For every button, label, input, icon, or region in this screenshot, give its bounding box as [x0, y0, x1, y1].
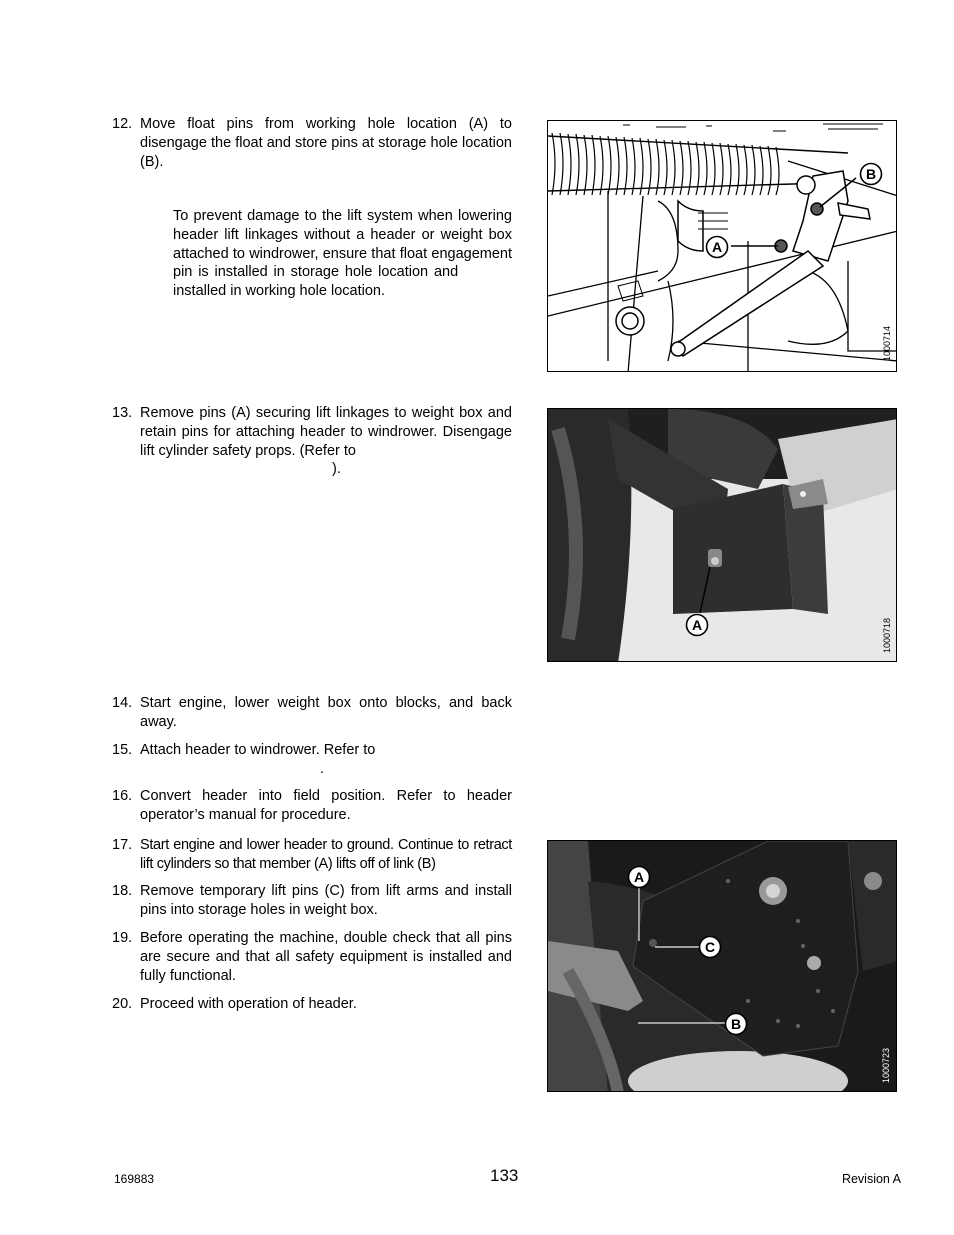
step-19: [112, 929, 512, 985]
callout-b-label: B: [730, 1016, 742, 1032]
callout-c-label: C: [704, 939, 716, 955]
step-text: Move float pins from working hole location (A) to disengage the float and store pins at storage hole location (B).: [140, 116, 512, 170]
figure-lift-linkage: [547, 120, 897, 372]
callout-a-label: A: [691, 617, 703, 633]
step-18: [112, 882, 512, 920]
revision-label: Revision A: [841, 1172, 901, 1186]
figure-lift-link: [547, 840, 897, 1092]
figure-weight-box: [547, 408, 897, 662]
figure-id: 1000723: [881, 1047, 891, 1083]
step-number: 14.: [112, 695, 133, 711]
step-14: [112, 694, 512, 732]
step-13: [112, 404, 512, 479]
step-text: Before operating the machine, double check that all pins are secure and that all safety equipment is installed and fully functional.: [140, 930, 512, 984]
callout-b-label: B: [865, 166, 877, 182]
page-number: 133: [490, 1166, 519, 1185]
step-number: 20.: [112, 996, 133, 1012]
step-number: 15.: [112, 742, 133, 758]
step-text: Attach header to windrower. Refer to: [140, 742, 376, 758]
step-number: 16.: [112, 788, 133, 804]
step-text: Proceed with operation of header.: [140, 996, 357, 1012]
step-17: [112, 836, 512, 874]
figure-id: 1000718: [882, 617, 892, 653]
step-number: 19.: [112, 930, 133, 946]
step-number: 18.: [112, 883, 133, 899]
step-number: 17.: [112, 837, 133, 853]
step-text: Remove pins (A) securing lift linkages to weight box and retain pins for attaching header to windrower. Disengage lift cylinder safety props. (Refer to: [140, 405, 512, 459]
callout-a-label: A: [711, 239, 723, 255]
step-text: Remove temporary lift pins (C) from lift arms and install pins into storage holes in weight box.: [140, 883, 512, 918]
step-number: 12.: [112, 116, 133, 132]
step-12: [112, 115, 512, 171]
caution-line-1: To prevent damage to the lift system when lowering header lift linkages without a header or weight box attached to windrower, ensure that float engagement pin is installed in storage hole location and: [173, 208, 512, 281]
step-text: Start engine, lower weight box onto blocks, and back away.: [140, 695, 512, 730]
step-15: [112, 741, 512, 779]
doc-number: 169883: [114, 1172, 155, 1186]
caution-line-2: installed in working hole location.: [173, 283, 385, 300]
step-number: 13.: [112, 405, 133, 421]
step-text-tail: ).: [332, 461, 341, 478]
figure-id: 1000714: [882, 325, 892, 361]
step-text: Convert header into field position. Refer to header operator’s manual for procedure.: [140, 788, 512, 823]
callout-a-label: A: [633, 869, 645, 885]
step-20: [112, 995, 512, 1014]
step-text-tail: .: [320, 760, 325, 777]
step-16: [112, 787, 512, 825]
caution-text: [173, 207, 512, 301]
step-text: Start engine and lower header to ground. Continue to retract lift cylinders so that member (A) lifts off of link (B): [140, 837, 512, 872]
